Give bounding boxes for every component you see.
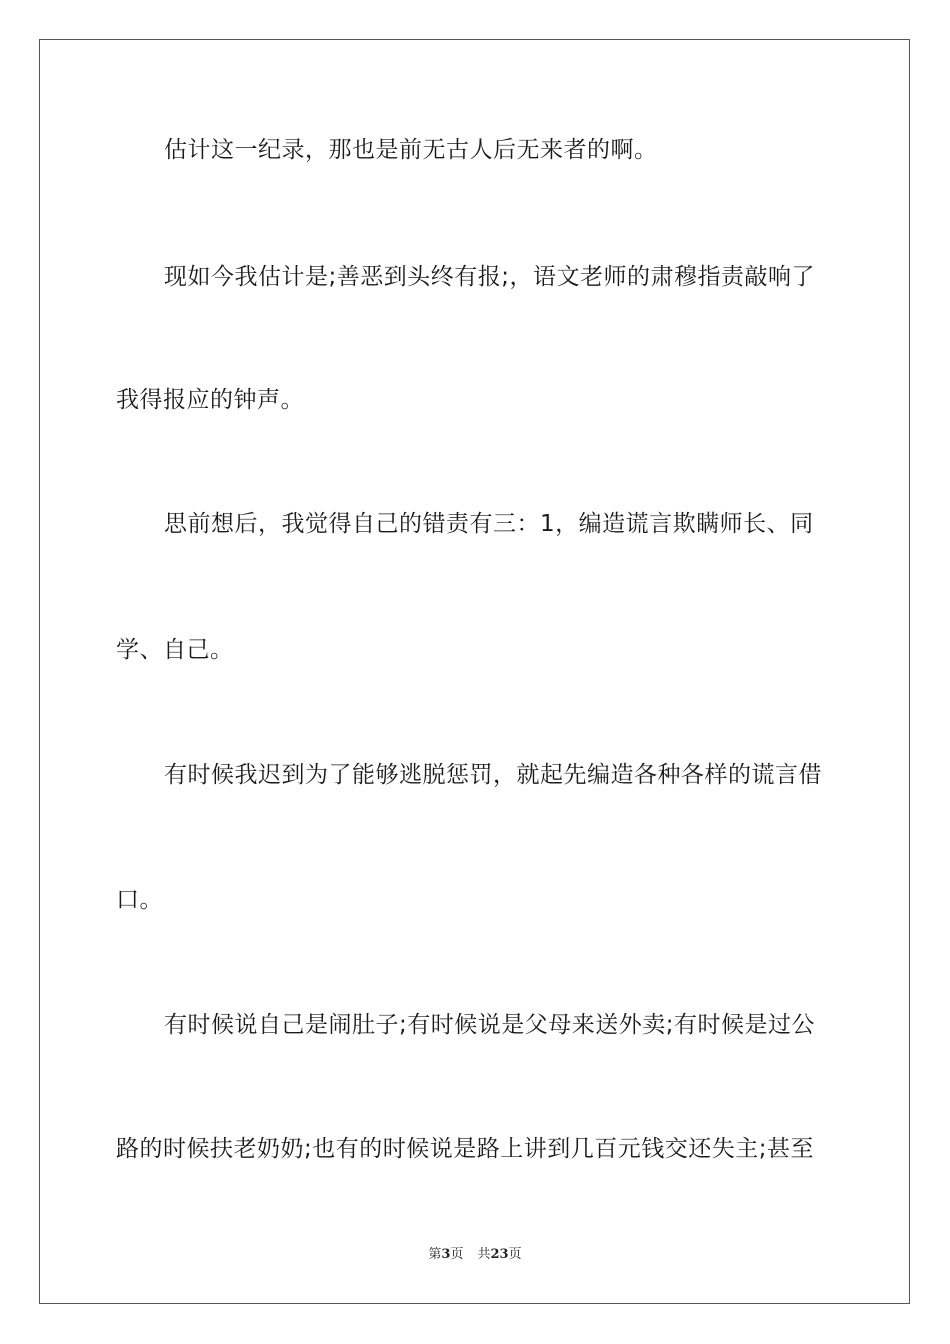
page-suffix: 页 [450,1247,464,1262]
current-page-number: 3 [441,1247,451,1262]
paragraph-line: 有时候说自己是闹肚子;有时候说是父母来送外卖;有时候是过公 [164,1012,815,1038]
paragraph-line: 思前想后，我觉得自己的错责有三：1，编造谎言欺瞒师长、同 [164,511,814,537]
page-border [39,39,910,1304]
paragraph-line: 现如今我估计是;善恶到头终有报;，语文老师的肃穆指责敲响了 [164,264,815,290]
paragraph-line: 路的时候扶老奶奶;也有的时候说是路上讲到几百元钱交还失主;甚至 [116,1136,814,1162]
page-footer [0,1246,950,1264]
paragraph-line: 我得报应的钟声。 [116,387,304,413]
total-prefix: 共 [477,1247,491,1262]
paragraph-line: 口。 [116,887,163,913]
total-suffix: 页 [508,1247,522,1262]
page-prefix: 第 [428,1247,442,1262]
paragraph-line: 学、自己。 [116,637,234,663]
paragraph-line: 估计这一纪录，那也是前无古人后无来者的啊。 [164,137,658,163]
paragraph-line: 有时候我迟到为了能够逃脱惩罚，就起先编造各种各样的谎言借 [164,762,822,788]
total-page-count: 23 [490,1247,509,1262]
